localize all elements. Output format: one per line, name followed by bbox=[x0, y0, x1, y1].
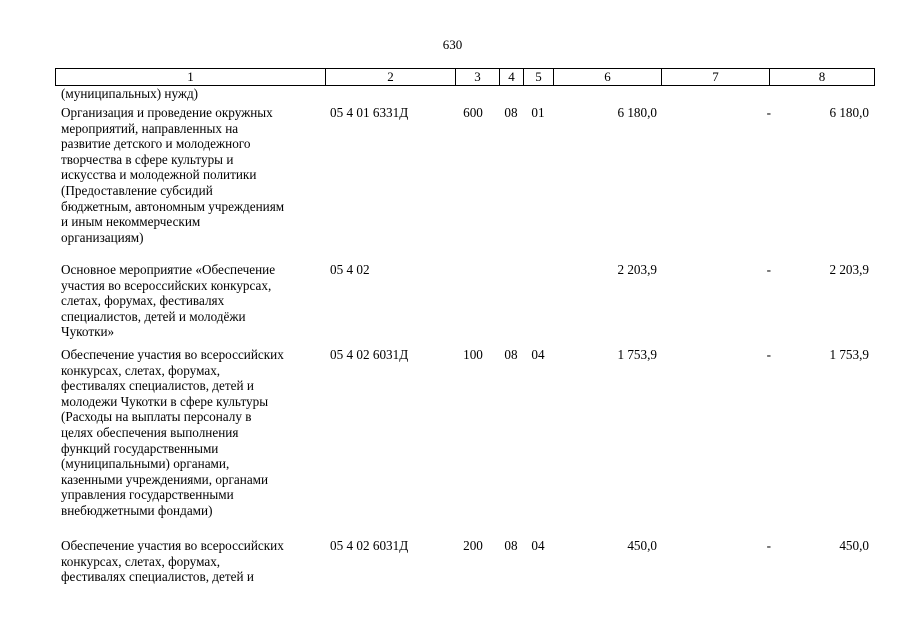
row-name: Основное мероприятие «Обеспечение участия во всероссийских конкурсах, слетах, форумах, фестивалях специалистов, детей и молодёжи Чукотки» bbox=[61, 262, 276, 340]
row-value-6: 450,0 bbox=[627, 538, 657, 553]
row-code: 05 4 01 6331Д bbox=[330, 105, 409, 120]
row-value-6: 2 203,9 bbox=[617, 262, 657, 277]
row-vr: 200 bbox=[463, 538, 483, 553]
row-rz: 08 bbox=[504, 347, 518, 362]
row-value-7: - bbox=[766, 105, 771, 120]
header-col-1: 1 bbox=[56, 69, 326, 85]
row-name: Обеспечение участия во всероссийских конкурсах, слетах, форумах, фестивалях специалистов, детей и молодежи Чукотки в сфере культуры (Расходы на выплаты персоналу в целях обеспечения выполнения функций государственными (муниципальными) органами, казенными учреждениями, органами управления государственными внебюджетными фондами) bbox=[61, 347, 284, 518]
row-pr: 01 bbox=[531, 105, 545, 120]
page-number: 630 bbox=[442, 37, 463, 52]
header-col-3: 3 bbox=[456, 69, 500, 85]
header-col-5: 5 bbox=[524, 69, 554, 85]
row-value-7: - bbox=[766, 538, 771, 553]
header-col-7: 7 bbox=[662, 69, 770, 85]
row-value-7: - bbox=[766, 262, 771, 277]
header-col-2: 2 bbox=[326, 69, 456, 85]
row-vr: 600 bbox=[463, 105, 483, 120]
row-pr: 04 bbox=[531, 347, 545, 362]
row-rz: 08 bbox=[504, 105, 518, 120]
row-value-7: - bbox=[766, 347, 771, 362]
row-value-8: 1 753,9 bbox=[829, 347, 869, 362]
table-header bbox=[55, 68, 875, 86]
header-col-6: 6 bbox=[554, 69, 662, 85]
row-name: Обеспечение участия во всероссийских конкурсах, слетах, форумах, фестивалях специалистов, детей и bbox=[61, 538, 284, 585]
row-value-6: 6 180,0 bbox=[617, 105, 657, 120]
row-value-6: 1 753,9 bbox=[617, 347, 657, 362]
header-col-4: 4 bbox=[500, 69, 524, 85]
row-pr: 04 bbox=[531, 538, 545, 553]
row-code: 05 4 02 bbox=[330, 262, 370, 277]
row-value-8: 6 180,0 bbox=[829, 105, 869, 120]
row-code: 05 4 02 6031Д bbox=[330, 347, 409, 362]
row-value-8: 450,0 bbox=[839, 538, 869, 553]
row-rz: 08 bbox=[504, 538, 518, 553]
row-vr: 100 bbox=[463, 347, 483, 362]
header-col-8: 8 bbox=[818, 69, 826, 84]
row-code: 05 4 02 6031Д bbox=[330, 538, 409, 553]
row-name: Организация и проведение окружных мероприятий, направленных на развитие детского и молодежного творчества в сфере культуры и искусства и молодежной политики (Предоставление субсидий бюджетным, автономным учреждениям и иным некоммерческим организациям) bbox=[61, 105, 285, 245]
row-name: (муниципальных) нужд) bbox=[61, 86, 199, 101]
row-value-8: 2 203,9 bbox=[829, 262, 869, 277]
